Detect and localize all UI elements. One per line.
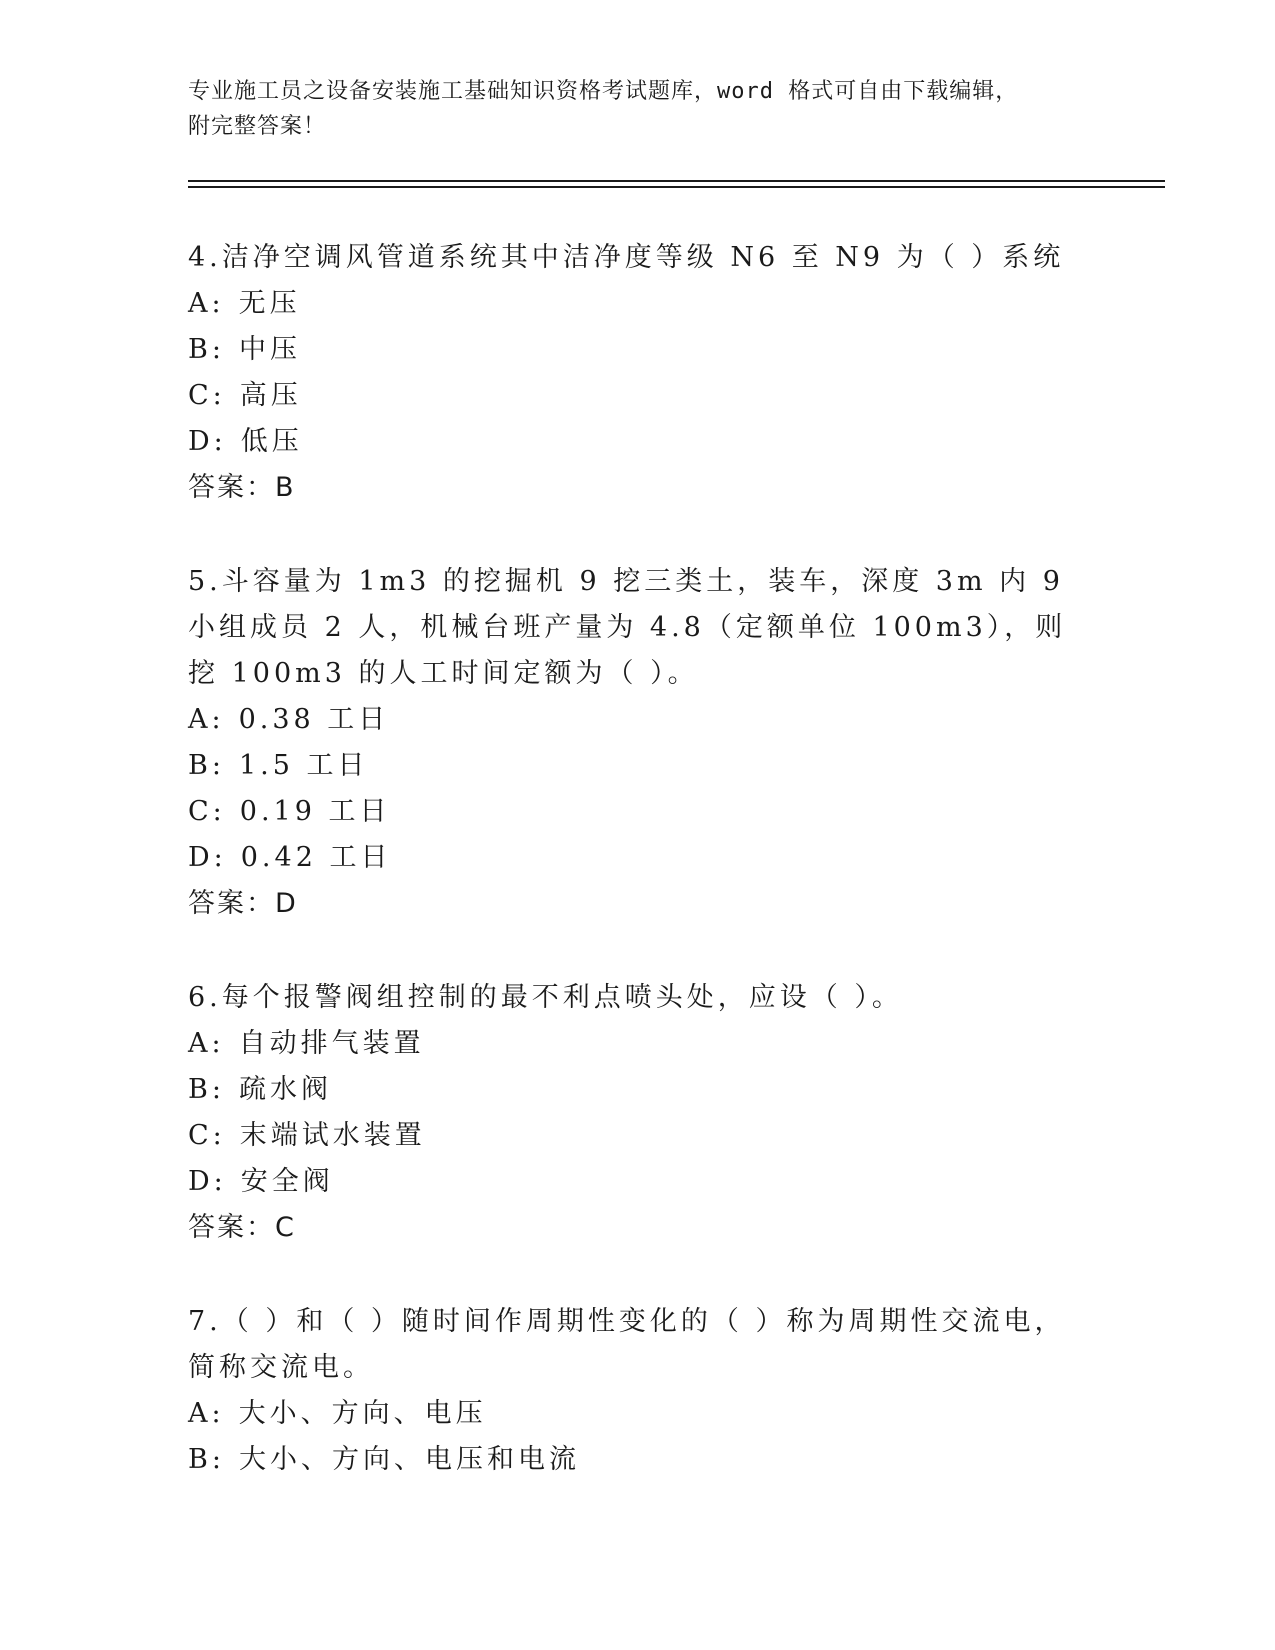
- document-header: [188, 74, 1088, 144]
- option-text: 0.42 工日: [240, 842, 392, 873]
- option-c: [188, 1113, 1088, 1159]
- option-letter: A:: [188, 288, 225, 319]
- option-b: [188, 743, 1088, 789]
- header-line-1: 专业施工员之设备安装施工基础知识资格考试题库，word 格式可自由下载编辑，: [188, 79, 1019, 104]
- question-7: [188, 1299, 1088, 1483]
- option-text: 大小、方向、电压和电流: [238, 1444, 580, 1475]
- option-letter: B:: [188, 1074, 225, 1105]
- question-6: [188, 975, 1088, 1251]
- option-letter: A:: [188, 1028, 225, 1059]
- question-stem: 6.每个报警阀组控制的最不利点喷头处，应设（ ）。: [188, 982, 903, 1013]
- option-text: 中压: [238, 334, 301, 365]
- option-letter: C:: [188, 380, 226, 411]
- option-c: [188, 373, 1088, 419]
- question-stem: 7.（ ）和（ ）随时间作周期性变化的（ ）称为周期性交流电，简称交流电。: [188, 1306, 1066, 1383]
- option-letter: B:: [188, 750, 225, 781]
- question-list: [188, 235, 1088, 1531]
- answer-line: 答案：B: [188, 472, 296, 503]
- header-divider-bottom: [188, 186, 1165, 188]
- header-divider-top: [188, 180, 1165, 182]
- option-a: [188, 697, 1088, 743]
- option-letter: C:: [188, 1120, 226, 1151]
- option-letter: A:: [188, 1398, 225, 1429]
- option-a: [188, 281, 1088, 327]
- option-letter: B:: [188, 334, 225, 365]
- option-b: [188, 1437, 1088, 1483]
- option-d: [188, 1159, 1088, 1205]
- option-d: [188, 835, 1088, 881]
- header-line-2: 附完整答案！: [188, 114, 327, 139]
- option-text: 疏水阀: [238, 1074, 332, 1105]
- option-letter: B:: [188, 1444, 225, 1475]
- answer-line: 答案：D: [188, 888, 298, 919]
- option-letter: D:: [188, 1166, 227, 1197]
- option-a: [188, 1021, 1088, 1067]
- answer-line: 答案：C: [188, 1212, 296, 1243]
- question-stem: 5.斗容量为 1m3 的挖掘机 9 挖三类土，装车，深度 3m 内 9 小组成员 2 人，机械台班产量为 4.8（定额单位 100m3），则挖 100m3 的人工时间定额为（ ）。: [188, 566, 1067, 689]
- option-letter: C:: [188, 796, 226, 827]
- option-text: 1.5 工日: [238, 750, 369, 781]
- option-text: 自动排气装置: [238, 1028, 425, 1059]
- option-text: 安全阀: [240, 1166, 334, 1197]
- option-letter: A:: [188, 704, 225, 735]
- option-c: [188, 789, 1088, 835]
- option-text: 大小、方向、电压: [238, 1398, 487, 1429]
- option-b: [188, 327, 1088, 373]
- option-d: [188, 419, 1088, 465]
- question-stem: 4.洁净空调风管道系统其中洁净度等级 N6 至 N9 为（ ）系统: [188, 242, 1065, 273]
- option-letter: D:: [188, 842, 227, 873]
- option-letter: D:: [188, 426, 227, 457]
- option-text: 高压: [239, 380, 302, 411]
- option-b: [188, 1067, 1088, 1113]
- option-a: [188, 1391, 1088, 1437]
- option-text: 末端试水装置: [239, 1120, 426, 1151]
- option-text: 0.38 工日: [238, 704, 390, 735]
- option-text: 无压: [238, 288, 301, 319]
- question-5: [188, 559, 1088, 927]
- question-4: [188, 235, 1088, 511]
- option-text: 0.19 工日: [239, 796, 391, 827]
- option-text: 低压: [240, 426, 303, 457]
